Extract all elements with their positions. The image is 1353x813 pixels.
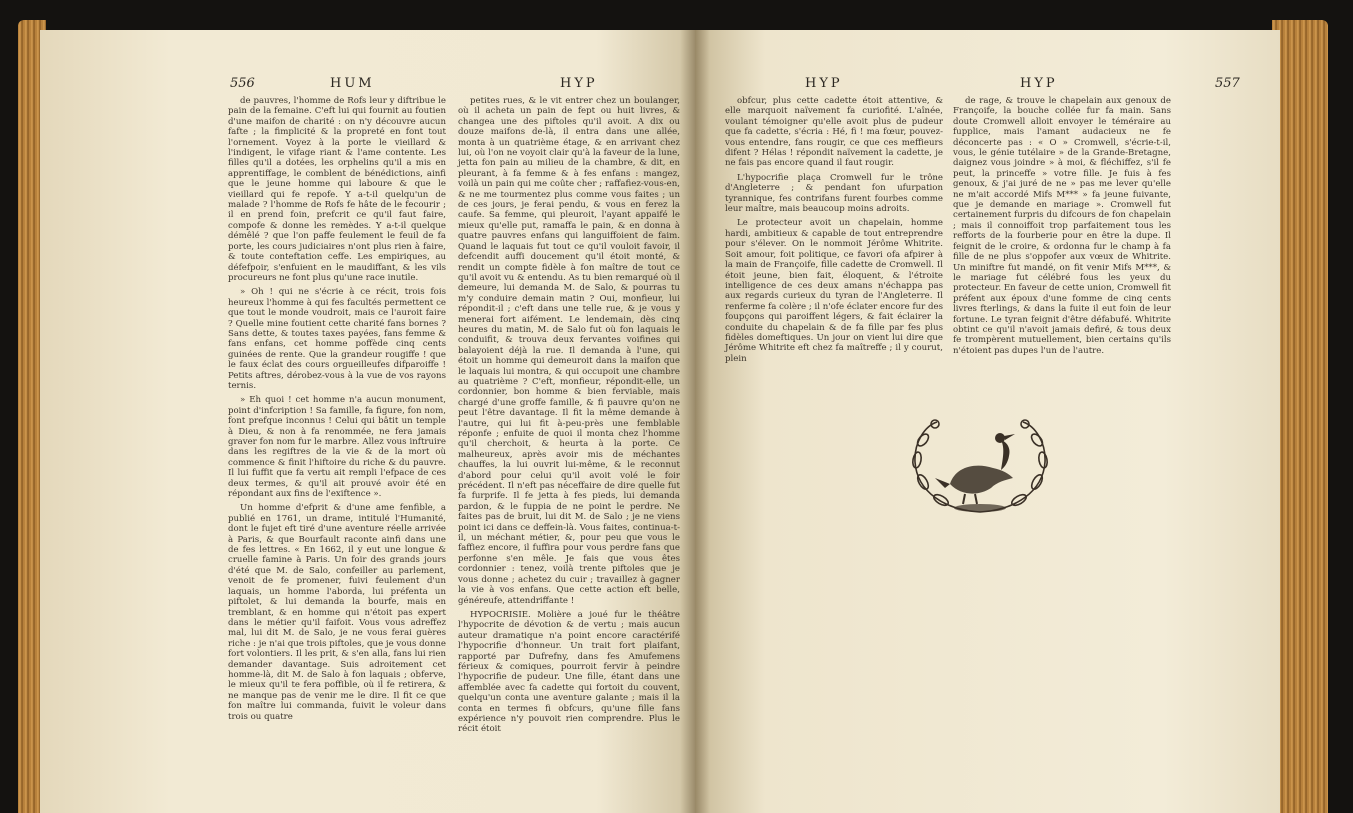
- paragraph: de rage, & trouve le chapelain aux genoux de Françoife, la bouche collée fur fa main. Sans doute Cromwell alloit envoyer le téméraire au fupplice, mais l'amant audacieux ne fe déconcerte pas : « O » Cromwell, s'écrie-t-il, vous, le génie tutélaire » de la Grande-Bretagne, daignez vous joindre » à moi, & fléchiffez, s'il fe peut, la princeffe » votre fille. Je fuis à fes genoux, & j'ai juré de ne » pas me lever qu'elle ne m'ait accordé Mifs M*** » fa jeune fuivante, que je demande en mariage ». Cromwell fut certainement furpris du difcours de fon chapelain ; mais il connoiffoit trop parfaitement tous les refforts de la fourberie pour en être la dupe. Il feignit de le croire, & ordonna fur le champ à fa fille de ne plus s'oppofer aux vœux de Whitrite. Un miniftre fut mandé, on fit venir Mifs M***, & le mariage fut célébré fous les yeux du protecteur. En faveur de cette union, Cromwell fit préfent aux époux d'une fomme de cinq cents livres fterlings, & dans la fuite il eut foin de leur fortune. Le tyran feignit d'être défabufé. Whitrite obtint ce qu'il n'avoit jamais defiré, & tous deux fe trompèrent mutuellement, bien certains qu'ils n'étoient pas dupes l'un de l'autre.: [953, 96, 1171, 356]
- left-column-1: [228, 96, 446, 726]
- left-header-hum: HUM: [330, 76, 375, 91]
- left-page-number: 556: [230, 76, 255, 91]
- bird-vignette-icon: [905, 412, 1055, 524]
- right-page-edges: [1272, 20, 1328, 813]
- right-page-number: 557: [1215, 76, 1240, 91]
- left-page: [40, 30, 695, 813]
- paragraph: Un homme d'efprit & d'une ame fenfible, a publié en 1761, un drame, intitulé l'Humanité, dont le fujet eft tiré d'une aventure réelle arrivée à Paris, & que Bourfault raconte ainfi dans une de fes lettres. « En 1662, il y eut une longue & cruelle famine à Paris. Un foir des grands jours d'été que M. de Salo, confeiller au parlement, venoit de fe promener, fuivi feulement d'un laquais, un homme l'aborda, lui préfenta un piftolet, & lui demanda la bourfe, mais en tremblant, & en homme qui n'étoit pas expert dans le métier qu'il faifoit. Vous vous adreffez mal, lui dit M. de Salo, je ne vous ferai guères riche : je n'ai que trois piftoles, que je vous donne fort volontiers. Il les prit, & s'en alla, fans lui rien demander davantage. Suis adroitement cet homme-là, dit M. de Salo à fon laquais ; obferve, le mieux qu'il te fera poffible, où il fe retirera, & ne manque pas de venir me le dire. Il fit ce que fon maître lui commanda, fuivit le voleur dans trois ou quatre: [228, 503, 446, 722]
- paragraph: » Eh quoi ! cet homme n'a aucun monument, point d'infcription ! Sa famille, fa figure, fon nom, font prefque inconnus ! Celui qui bâtit un temple à Dieu, & non à fa renommée, ne fera jamais graver fon nom fur le marbre. Allez vous inftruire dans les regiftres de la vie & de la mort où commence & finit l'hiftoire du riche & du pauvre. Il lui fuffit que fa vertu ait rempli l'efpace de ces deux termes, & qu'il ait prouvé avoir été en répondant aux fins de l'exiftence ».: [228, 395, 446, 500]
- right-column-2: [953, 96, 1171, 360]
- right-header-hyp-right: HYP: [1020, 76, 1058, 91]
- left-column-2: [458, 96, 680, 739]
- paragraph: petites rues, & le vit entrer chez un boulanger, où il acheta un pain de fept ou huit livres, & changea une des piftoles qu'il avoit. A dix ou douze maifons de-là, il entra dans une allée, monta à un quatrième étage, & en arrivant chez lui, où l'on ne voyoit clair qu'à la faveur de la lune, jetta fon pain au milieu de la chambre, & dit, en pleurant, à fa femme & à fes enfans : mangez, voilà un pain qui me coûte cher ; raffafiez-vous-en, & ne me tourmentez plus comme vous faites ; un de ces jours, je ferai pendu, & vous en ferez la caufe. Sa femme, qui pleuroit, l'ayant appaifé le mieux qu'elle put, ramaffa le pain, & en donna à quatre pauvres enfans qui languiffoient de faim. Quand le laquais fut tout ce qu'il vouloit favoir, il defcendit auffi doucement qu'il étoit monté, & rendit un compte fidèle à fon maître de tout ce qu'il avoit vu & entendu. As tu bien remarqué où il demeure, lui demanda M. de Salo, & pourras tu m'y conduire demain matin ? Oui, monfieur, lui répondit-il ; c'eft dans une telle rue, & je vous y menerai fort aifément. Le lendemain, dès cinq heures du matin, M. de Salo fut où fon laquais le conduifit, & trouva deux fervantes voifines qui balayoient déjà la rue. Il demanda à l'une, qui étoit un homme qui demeuroit dans la maifon que le laquais lui montra, & qui occupoit une chambre au quatrième ? C'eft, monfieur, répondit-elle, un cordonnier, bon homme & bien ferviable, mais chargé d'une groffe famille, & fi pauvre qu'on ne peut l'être davantage. Il fit la même demande à l'autre, qui lui fit à-peu-près une femblable réponfe ; enfuite de quoi il monta chez l'homme qu'il cherchoit, & heurta à la porte. Ce malheureux, après avoir mis de méchantes chauffes, la lui ouvrit lui-même, & le reconnut d'abord pour celui qu'il avoit volé le foir précédent. Il n'eft pas néceffaire de dire quelle fut fa furprife. Il fe jetta à fes pieds, lui demanda pardon, & le fuppia de ne point le perdre. Ne faites pas de bruit, lui dit M. de Salo ; je ne viens point ici dans ce deffein-là. Vous faites, continua-t-il, un méchant métier, &, pour peu que vous le faffiez encore, il fuffira pour vous perdre fans que perfonne s'en mêle. Je fais que vous êtes cordonnier : tenez, voilà trente piftoles que je vous donne ; achetez du cuir ; travaillez à gagner la vie à vos enfans. Que cette action eft belle, généreufe, attendriffante !: [458, 96, 680, 606]
- right-header-hyp-left: HYP: [805, 76, 843, 91]
- paragraph: Le protecteur avoit un chapelain, homme hardi, ambitieux & capable de tout entreprendre pour s'élever. On le nommoit Jérôme Whitrite. Soit amour, foit politique, ce favori ofa afpirer à la main de Françoife, fille cadette de Cromwell. Il étoit jeune, bien fait, éloquent, & l'étroite intelligence de ces deux amans n'échappa pas aux regards curieux du tyran de l'Angleterre. Il renferme fa colère ; il n'ofe éclater encore fur des foupçons qui paroiffent légers, & fait éclairer la conduite du chapelain & de fa fille par fes plus fidèles domeftiques. Un jour on vient lui dire que Jérôme Whitrite eft chez fa maîtreffe ; il y courut, plein: [725, 218, 944, 364]
- right-column-1: [725, 96, 943, 368]
- paragraph: L'hypocrifie plaça Cromwell fur le trône d'Angleterre ; & pendant fon ufurpation tyrannique, fes contrifans furent fourbes comme leur maître, mais beaucoup moins adroits.: [725, 172, 943, 215]
- right-page: [695, 30, 1280, 813]
- paragraph: HYPOCRISIE. Molière a joué fur le théâtre l'hypocrite de dévotion & de vertu ; mais aucun auteur dramatique n'a point encore caractérifé l'hypocrifie d'honneur. Un trait fort plaifant, rapporté par Dufrefny, dans fes Amufemens férieux & comiques, pourroit fervir à peindre l'hypocrifie de pudeur. Une fille, étant dans une affemblée avec fa cadette qui fortoit du couvent, quelqu'un conta une aventure galante ; mais il la conta en termes fi obfcurs, qu'une fille fans expérience n'y pouvoit rien comprendre. Plus le récit étoit: [458, 609, 680, 735]
- paragraph: de pauvres, l'homme de Rofs leur y diftribue le pain de la femaine. C'eft lui qui fournit au foutien d'une maifon de charité : on n'y découvre aucun fafte ; la fimplicité & la propreté en font tout l'ornement. Voyez à la porte le vieillard & l'indigent, le vifage riant & l'ame contente. Les filles qu'il a dotées, les orphelins qu'il a mis en apprentiffage, le comblent de bénédictions, ainfi que le jeune homme qui laboure & que le vieillard qui fe repofe. Y a-t-il quelqu'un de malade ? l'homme de Rofs fe hâte de le fecourir ; il en prend foin, prefcrit ce qu'il faut faire, compofe & donne les remèdes. Y a-t-il quelque démêlé ? que l'on paffe feulement le feuil de fa porte, les cours judiciaires n'ont plus rien à faire, & toute conteftation ceffe. Les empiriques, au défefpoir, s'enfuient en le maudiffant, & les vils procureurs ne font plus qu'une race inutile.: [228, 96, 446, 283]
- paragraph: obfcur, plus cette cadette étoit attentive, & elle marquoit naïvement fa curiofité. L'aînée, voulant témoigner qu'elle avoit plus de pudeur que fa cadette, s'écria : Hé, fi ! ma fœur, pouvez-vous entendre, fans rougir, ce que ces meffieurs difent ? Hélas ! répondit naïvement la cadette, je ne fais pas encore quand il faut rougir.: [725, 96, 943, 169]
- left-header-hyp: HYP: [560, 76, 598, 91]
- paragraph: » Oh ! qui ne s'écrie à ce récit, trois fois heureux l'homme à qui fes facultés permettent ce que tout le monde voudroit, mais ce l'auroit faire ? Quelle mine foutient cette charité fans bornes ? Sans dette, & toutes taxes payées, fans femme & fans enfans, cet homme poffède cinq cents guinées de rente. Que la grandeur rougiffe ! que le faux éclat des cours orgueilleufes difparoiffe ! Petits aftres, dérobez-vous à la vue de vos rayons ternis.: [228, 287, 446, 391]
- book-gutter: [680, 30, 710, 813]
